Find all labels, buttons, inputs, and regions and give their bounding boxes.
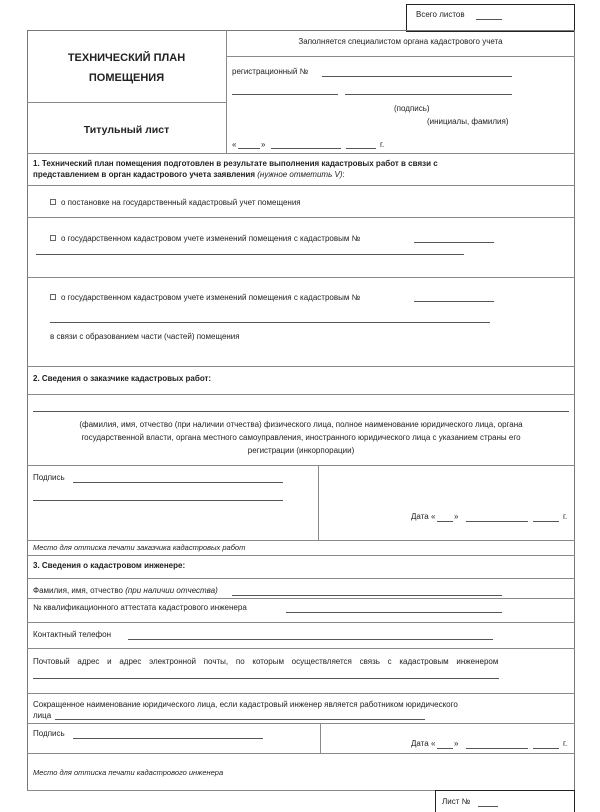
total-sheets-label: Всего листов: [416, 10, 465, 19]
engineer-fio-text: Фамилия, имя, отчество: [33, 586, 123, 595]
customer-desc-line1: (фамилия, имя, отчество (при наличии отчества) физического лица, полное наименование юридического лица, органа: [79, 420, 523, 429]
engineer-date-month[interactable]: [466, 748, 528, 749]
section2-sign-divider: [318, 465, 319, 540]
engineer-fio-field[interactable]: [232, 595, 502, 596]
reg-date-month[interactable]: [271, 148, 341, 149]
option-parts-cadastral-cont[interactable]: [50, 322, 490, 323]
title-line1: ТЕХНИЧЕСКИЙ ПЛАН: [67, 52, 186, 64]
initials-caption: (инициалы, фамилия): [427, 117, 509, 126]
engineer-fio-note: (при наличии отчества): [125, 586, 218, 595]
customer-signature-field[interactable]: [73, 482, 283, 483]
customer-name-field[interactable]: [33, 411, 569, 412]
section1-title-line2-text: представлением в орган кадастрового учета заявления: [33, 170, 256, 179]
org-line: [27, 723, 575, 724]
reg-date-open: «: [232, 140, 237, 149]
option-parts-cadastral-field[interactable]: [414, 301, 494, 302]
engineer-address-label: Почтовый адрес и адрес электронной почты, по которым осуществляется связь с кадастровым инженером: [33, 657, 499, 666]
option1-line: [27, 217, 575, 218]
option-changes-cadastral-cont[interactable]: [36, 254, 464, 255]
section2-desc-line: [27, 465, 575, 466]
cert-line: [27, 622, 575, 623]
title-separator: [27, 102, 226, 103]
checkbox-icon[interactable]: [50, 294, 56, 300]
customer-date-month[interactable]: [466, 521, 528, 522]
customer-year-suffix: г.: [563, 512, 568, 521]
title-line2: ПОМЕЩЕНИЯ: [88, 72, 165, 84]
phone-line: [27, 648, 575, 649]
reg-date-day[interactable]: [238, 148, 260, 149]
customer-initials-field[interactable]: [33, 500, 283, 501]
reg-number-field[interactable]: [322, 76, 512, 77]
customer-stamp-place: Место для оттиска печати заказчика кадастровых работ: [33, 543, 246, 552]
sheet-number-label: Лист №: [442, 797, 471, 806]
option-parts-label: о государственном кадастровом учете изменений помещения с кадастровым №: [61, 293, 361, 302]
checkbox-icon[interactable]: [50, 199, 56, 205]
signature-field[interactable]: [232, 94, 338, 95]
engineer-fio-label: [33, 586, 218, 596]
fio-line: [27, 598, 575, 599]
customer-desc-line2: государственной власти, органа местного самоуправления, иностранного юридического лица с указанием страны его: [81, 433, 521, 442]
section1-title-line2: [33, 170, 345, 180]
engineer-date-close: »: [454, 739, 459, 748]
address-line: [27, 693, 575, 694]
reg-date-year[interactable]: [346, 148, 376, 149]
engineer-org-label: Сокращенное наименование юридического лица, если кадастровый инженер является работником юридического: [33, 700, 458, 709]
option-registration[interactable]: [50, 198, 301, 208]
initials-field[interactable]: [345, 94, 512, 95]
engineer-address-field[interactable]: [33, 678, 499, 679]
section3-title-line: [27, 578, 575, 579]
customer-desc-line3: регистрации (инкорпорации): [247, 446, 355, 455]
section2-top: [27, 366, 575, 367]
engineer-date-label: Дата «: [411, 739, 436, 748]
section2-title: 2. Сведения о заказчике кадастровых работ:: [33, 374, 212, 383]
sheet-number-field[interactable]: [478, 806, 498, 807]
engineer-signature-label: Подпись: [33, 729, 65, 738]
engineer-date-day[interactable]: [437, 748, 453, 749]
customer-signature-label: Подпись: [33, 473, 65, 482]
title-subtitle: Титульный лист: [83, 124, 170, 136]
section1-top: [27, 153, 575, 154]
engineer-phone-field[interactable]: [128, 639, 493, 640]
section3-sign-line: [27, 753, 575, 754]
section1-title-line1: 1. Технический план помещения подготовлен в результате выполнения кадастровых работ в связи с: [33, 159, 438, 168]
form-frame: [27, 30, 575, 790]
engineer-date-year[interactable]: [533, 748, 559, 749]
registration-header-line: [226, 56, 575, 57]
signature-caption: (подпись): [394, 104, 430, 113]
section1-colon: :: [342, 170, 345, 179]
engineer-signature-field[interactable]: [73, 738, 263, 739]
reg-year-suffix: г.: [380, 140, 385, 149]
option-changes-cadastral-field[interactable]: [414, 242, 494, 243]
customer-date-close: »: [454, 512, 459, 521]
engineer-stamp-place: Место для оттиска печати кадастрового инженера: [33, 768, 224, 777]
option-changes-label: о государственном кадастровом учете изменений помещения с кадастровым №: [61, 234, 361, 243]
customer-date-label: Дата «: [411, 512, 436, 521]
section3-sign-divider: [320, 723, 321, 753]
title-divider: [226, 30, 227, 153]
customer-date-day[interactable]: [437, 521, 453, 522]
option-registration-label: о постановке на государственный кадастровый учет помещения: [61, 198, 301, 207]
engineer-year-suffix: г.: [563, 739, 568, 748]
section3-title: 3. Сведения о кадастровом инженере:: [33, 561, 186, 570]
engineer-phone-label: Контактный телефон: [33, 630, 111, 639]
engineer-org-label2: лица: [33, 711, 52, 720]
option-parts[interactable]: [50, 293, 360, 303]
option2-line: [27, 277, 575, 278]
checkbox-icon[interactable]: [50, 235, 56, 241]
section1-title-line: [27, 185, 575, 186]
option-parts-tail: в связи с образованием части (частей) помещения: [50, 332, 240, 341]
total-sheets-field[interactable]: [476, 19, 502, 20]
engineer-cert-label: № квалификационного аттестата кадастрового инженера: [33, 603, 247, 612]
section2-sign-line: [27, 540, 575, 541]
registration-header: Заполняется специалистом органа кадастрового учета: [298, 37, 503, 46]
reg-number-label: регистрационный №: [232, 67, 309, 76]
engineer-org-field[interactable]: [55, 719, 425, 720]
section1-note: (нужное отметить V): [257, 170, 343, 179]
section3-top: [27, 555, 575, 556]
reg-date-close: »: [261, 140, 266, 149]
option-changes[interactable]: [50, 234, 360, 244]
customer-date-year[interactable]: [533, 521, 559, 522]
section2-title-line: [27, 394, 575, 395]
engineer-cert-field[interactable]: [286, 612, 502, 613]
